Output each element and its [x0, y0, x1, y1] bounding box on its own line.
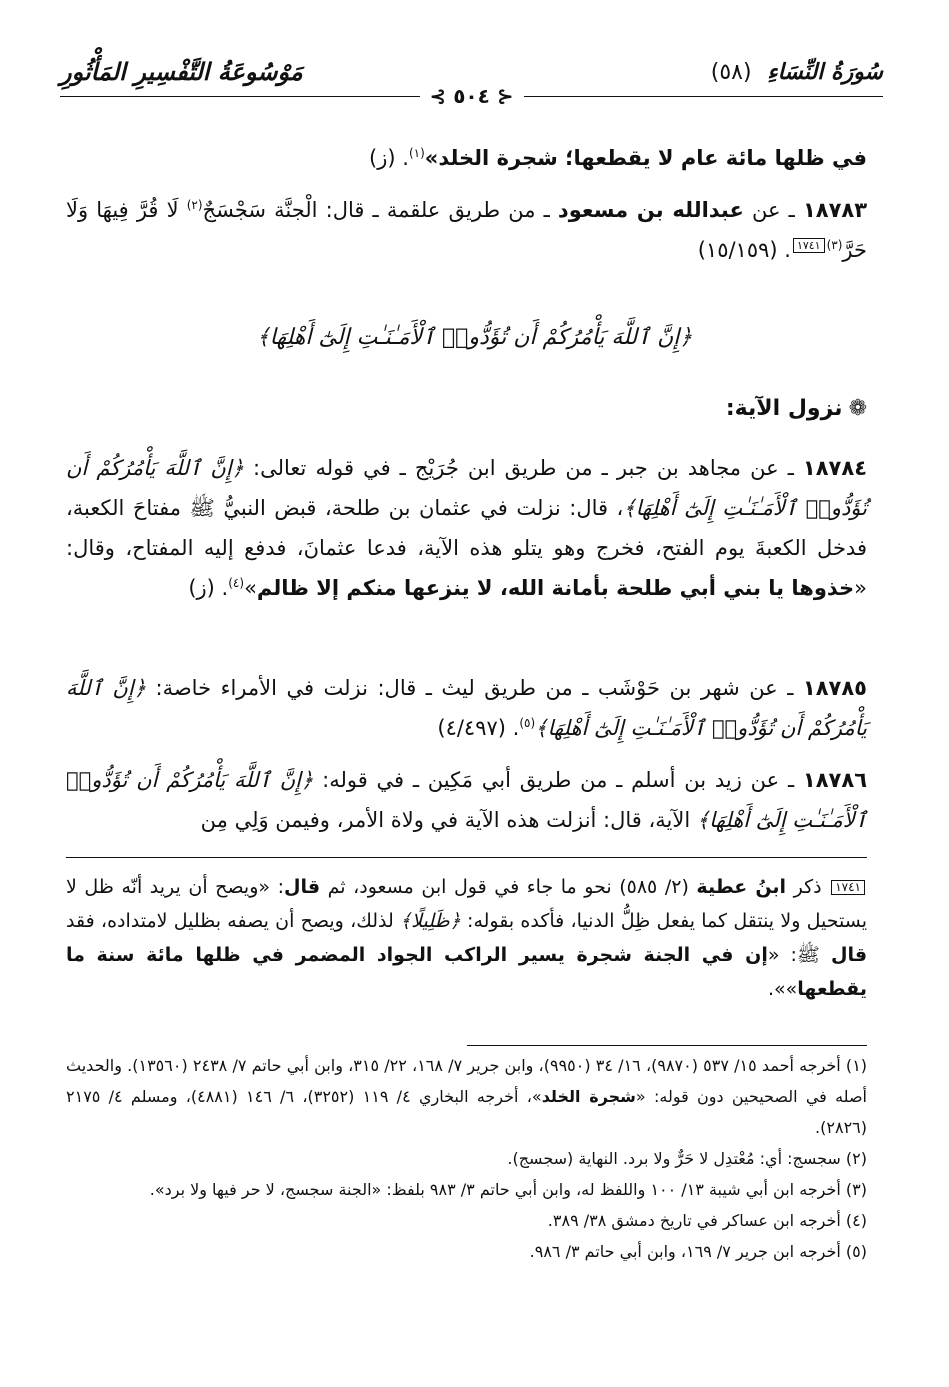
entry-18784	[66, 448, 867, 608]
surah-number: (٥٨)	[710, 60, 752, 85]
note-text: (٢/ ٥٨٥) نحو ما جاء في قول ابن مسعود، ثم	[320, 876, 697, 898]
note-text: لذلك، ويصح أن يصفه بظليل لامتداده، فقد	[66, 910, 401, 932]
surah-title: سُورَةُ النِّسَاءِ	[767, 60, 883, 85]
entry-number: ١٨٧٨٥	[802, 676, 867, 700]
footnote-marker: (١)	[408, 146, 425, 160]
footnote-text: »، أخرجه البخاري ٤/ ١١٩ (٣٢٥٢)، ٦/ ١٤٦ (٤٨٨١)، ومسلم ٤/ ٢١٧٥ (٢٨٢٦).	[66, 1087, 867, 1137]
footnote-marker: (٤)	[228, 576, 245, 590]
note-qal: قال	[283, 876, 321, 898]
footnotes-separator	[467, 1045, 867, 1046]
hadith-text: خذوها يا بني أبي طلحة بأمانة الله، لا ينزعها منكم إلا ظالم	[256, 576, 855, 600]
quran-quote: ﴿إِنَّ ٱللَّهَ يَأْمُرُكُمْ أَن تُؤَدُّوا۟ ٱلْأَمَـٰنَـٰتِ إِلَىٰٓ أَهْلِهَا﴾	[66, 768, 867, 832]
footnote-text: (١) أخرجه أحمد ١٥/ ٥٣٧ (٩٨٧٠)، ١٦/ ٣٤ (٩٩٥٠)، وابن جرير ٧/ ١٦٨، ٢٢/ ٣١٥، وابن أبي حاتم ٧/ ٢٤٣٨ (١٣٥٦٠). والحديث أصله في الصحيحين دون قوله: «	[66, 1056, 868, 1106]
surah-header	[711, 60, 883, 85]
footnote-5: (٥) أخرجه ابن جرير ٧/ ١٦٩، وابن أبي حاتم ٣/ ٩٨٦.	[529, 1242, 867, 1261]
entry-tail: . (١٥/١٥٩)	[697, 238, 791, 262]
entry-tail: . (٤/٤٩٧)	[437, 716, 520, 740]
note-separator	[66, 857, 867, 858]
footnote-1	[66, 1050, 867, 1143]
entry-tail: . (ز)	[188, 576, 229, 600]
section-title	[726, 396, 867, 421]
entry-number: ١٨٧٨٣	[802, 198, 868, 222]
quran-quote: ﴿ظَلِيلًا﴾	[400, 910, 461, 932]
entry-text: ـ عن	[743, 198, 803, 222]
footnote-marker: (٢)	[186, 198, 203, 212]
note-tail: »».	[767, 978, 798, 1000]
note-text: : «ويصح أن يريد أنّه ظل لا يستحيل ولا ينتقل كما يفعل ظِلُّ الدنيا، فأكده بقوله:	[66, 876, 867, 932]
entry-text: ـ عن مجاهد بن جبر ـ من طريق ابن جُرَيْج ـ في قوله تعالى:	[243, 456, 803, 480]
footnote-2: (٢) سجسج: أي: مُعْتدِل لا حَرٌّ ولا برد. النهاية (سجسج).	[507, 1149, 867, 1168]
entry-number: ١٨٧٨٦	[802, 768, 868, 792]
page-header	[60, 56, 883, 108]
footnote-marker: (٥)	[519, 716, 536, 730]
entry-18783	[66, 190, 867, 270]
note-text: ﷺ: «	[767, 944, 831, 966]
entry-text: ، قال: نزلت في عثمان بن طلحة، قبض النبيُّ ﷺ مفتاحَ الكعبة، فدخل الكعبةَ يوم الفتح، فخرج وهو يتلو هذه الآية، فدعا عثمانَ، فدفع إليه المفتاح، وقال: «	[66, 496, 867, 600]
entry-number: ١٨٧٨٤	[802, 456, 868, 480]
note-ref-box: ١٧٤١	[793, 238, 825, 253]
hadith-text: إن في الجنة شجرة يسير الراكب الجواد المضمر في ظلها مائة سنة ما يقطعها	[66, 944, 867, 1000]
entry-18786	[66, 760, 867, 840]
ayah-heading: ﴿إِنَّ ٱللَّهَ يَأْمُرُكُمْ أَن تُؤَدُّوا۟ ٱلْأَمَـٰنَـٰتِ إِلَىٰٓ أَهْلِهَا﴾	[256, 325, 693, 350]
narrator-name: عبدالله بن مسعود	[557, 198, 744, 222]
footnote-4: (٤) أخرجه ابن عساكر في تاريخ دمشق ٣٨/ ٣٨٩.	[547, 1211, 867, 1230]
footnote-3: (٣) أخرجه ابن أبي شيبة ١٣/ ١٠٠ واللفظ له، وابن أبي حاتم ٣/ ٩٨٣ بلفظ: «الجنة سجسج، لا حر فيها ولا برد».	[149, 1180, 867, 1199]
entry-text: ـ من طريق علقمة ـ قال: الْجنَّة سَجْسَجٌ	[202, 198, 558, 222]
note-1741	[66, 870, 867, 1006]
entry-text: ـ عن زيد بن أسلم ـ من طريق أبي مَكِين ـ في قوله:	[313, 768, 803, 792]
note-text: ذكر	[786, 876, 830, 898]
quran-quote: ﴿إِنَّ ٱللَّهَ يَأْمُرُكُمْ أَن تُؤَدُّوا۟ ٱلْأَمَـٰنَـٰتِ إِلَىٰٓ أَهْلِهَا﴾	[66, 676, 867, 740]
quran-quote: ﴿إِنَّ ٱللَّهَ يَأْمُرُكُمْ أَن تُؤَدُّوا۟ ٱلْأَمَـٰنَـٰتِ إِلَىٰٓ أَهْلِهَا﴾	[66, 456, 867, 520]
top-entry	[66, 138, 867, 178]
footnotes	[66, 1050, 867, 1267]
entry-text: ـ عن شهر بن حَوْشَب ـ من طريق ليث ـ قال: نزلت في الأمراء خاصة:	[146, 676, 803, 700]
top-entry-tail: . (ز)	[369, 146, 409, 170]
page-number-value: ٥٠٤	[453, 84, 490, 108]
flower-icon: ❁	[848, 396, 867, 421]
section-title-text: نزول الآية:	[725, 396, 843, 421]
entry-text: الآية، قال: أنزلت هذه الآية في ولاة الأمر، وفيمن وَلِي مِن	[200, 808, 697, 832]
page-number: ⊰ ٥٠٤ ⊱	[419, 84, 523, 108]
entry-text: لَا قُرَّ فِيهَا وَلَا حَرَّ	[66, 198, 867, 262]
book-title: مَوْسُوعَةُ التَّفْسِيرِ المَأْثُورِ	[60, 58, 303, 86]
top-entry-text: في ظلها مائة عام لا يقطعها؛ شجرة الخلد»	[424, 146, 867, 170]
scholar-name: ابنُ عطية	[696, 876, 787, 898]
quote-close: »	[244, 576, 257, 600]
footnote-marker: (٣)	[826, 238, 843, 252]
note-ref-box: ١٧٤١	[831, 880, 865, 895]
entry-18785	[66, 668, 867, 748]
footnote-bold: شجرة الخلد	[541, 1087, 636, 1106]
note-qal: قال	[830, 944, 868, 966]
